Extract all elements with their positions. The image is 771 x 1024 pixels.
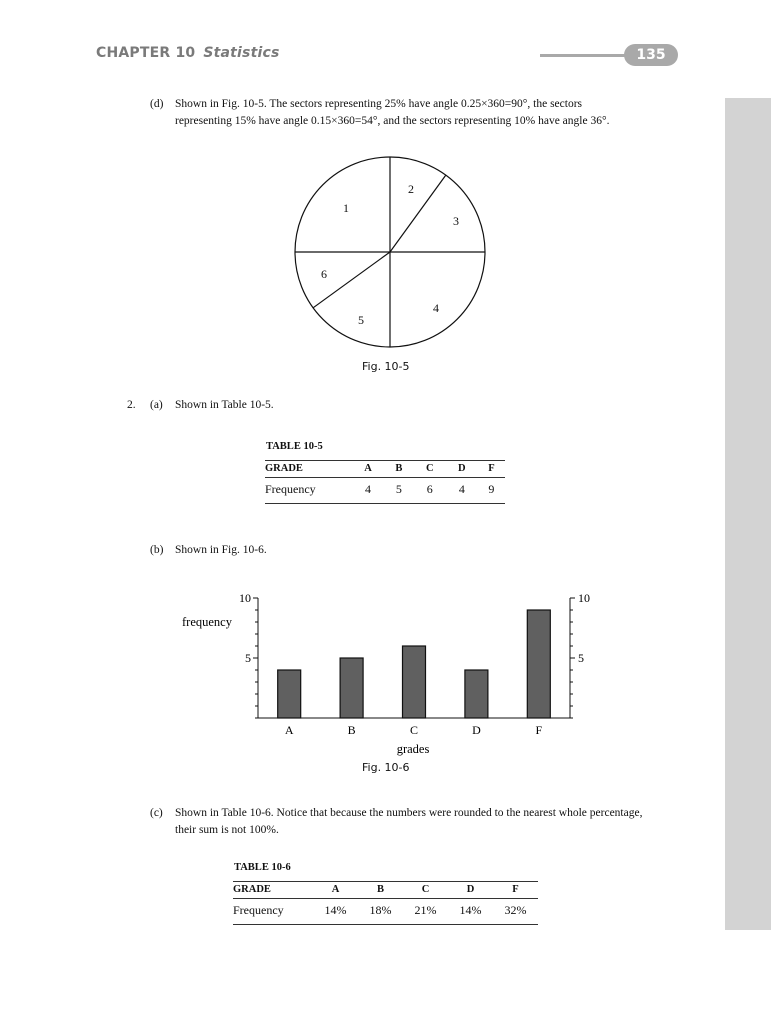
table-header-cell: A [331, 884, 340, 895]
table-header-cell: C [421, 884, 430, 895]
part-c-line-1: Shown in Table 10-6. Notice that because the numbers were rounded to the nearest whole percentage, [175, 807, 643, 819]
part-b-label: (b) [150, 544, 164, 556]
margin-sidebar [725, 98, 771, 930]
sector-label-5: 5 [358, 313, 364, 327]
header-rule [540, 54, 632, 57]
table-header-cell: A [364, 463, 372, 474]
part-d-label: (d) [150, 98, 164, 110]
chapter-label: CHAPTER 10 [96, 45, 196, 61]
table-10-5 [265, 460, 505, 504]
sector-label-6: 6 [321, 267, 327, 281]
part-d-line-1: Shown in Fig. 10-5. The sectors representing 25% have angle 0.25×360=90°, the sectors [175, 98, 583, 110]
part-a-text: Shown in Table 10-5. [175, 399, 274, 411]
table-header-row [265, 461, 505, 478]
pie-chart-fig-10-5 [290, 152, 490, 352]
x-tick-label-c: C [409, 723, 419, 737]
table-header-cell: D [458, 463, 466, 474]
table-header-cell: B [376, 884, 384, 895]
bar-chart-fig-10-6 [170, 585, 610, 775]
sector-label-3: 3 [453, 214, 459, 228]
x-tick-label-d: D [472, 723, 481, 737]
bar-c [403, 646, 426, 718]
table-header-cell: F [488, 463, 495, 474]
running-header [96, 45, 280, 61]
part-c-line-2: their sum is not 100%. [175, 824, 279, 836]
table-cell: 9 [488, 482, 495, 496]
bar-f [527, 610, 550, 718]
part-c-label: (c) [150, 807, 163, 819]
y-tick-label-right: 5 [578, 651, 584, 665]
table-header-cell: C [425, 463, 434, 474]
table-cell: Frequency [265, 482, 316, 496]
table-header-row [233, 882, 538, 899]
part-d-text [175, 96, 695, 130]
x-axis-label: grades [396, 742, 430, 756]
table-header-cell: GRADE [265, 463, 303, 474]
page-number: 135 [624, 44, 678, 66]
table-header-cell: F [512, 884, 519, 895]
table-header-cell: B [395, 463, 403, 474]
part-a-label: (a) [150, 399, 163, 411]
problem-2-number: 2. [127, 399, 136, 411]
table-cell: 14% [459, 903, 482, 917]
part-b-text: Shown in Fig. 10-6. [175, 544, 267, 556]
bar-d [465, 670, 488, 718]
y-axis-label: frequency [182, 615, 232, 629]
sector-label-4: 4 [433, 301, 439, 315]
chapter-title: Statistics [203, 45, 280, 61]
fig-10-5-caption: Fig. 10-5 [362, 360, 410, 373]
table-10-6-title: TABLE 10-6 [234, 862, 291, 873]
table-10-6 [233, 881, 538, 925]
table-row [265, 478, 505, 504]
table-cell: 4 [365, 482, 372, 496]
table-cell: 21% [414, 903, 437, 917]
table-cell: 6 [426, 482, 433, 496]
sector-label-1: 1 [343, 201, 349, 215]
table-cell: 32% [504, 903, 527, 917]
table-cell: 5 [395, 482, 402, 496]
table-10-5-title: TABLE 10-5 [266, 441, 323, 452]
table-cell: Frequency [233, 903, 284, 917]
table-cell: 4 [458, 482, 465, 496]
bar-b [340, 658, 363, 718]
y-tick-label-left: 5 [245, 651, 251, 665]
bar-a [278, 670, 301, 718]
part-d-line-2: representing 15% have angle 0.15×360=54°, and the sectors representing 10% have angle 36°. [175, 115, 610, 127]
x-tick-label-b: B [347, 723, 356, 737]
table-header-cell: D [466, 884, 475, 895]
y-tick-label-left: 10 [239, 591, 251, 605]
sector-label-2: 2 [408, 182, 414, 196]
y-tick-label-right: 10 [578, 591, 590, 605]
pie-divider-2-3 [390, 175, 446, 252]
table-cell: 18% [369, 903, 392, 917]
x-tick-label-f: F [535, 723, 543, 737]
fig-10-6-caption: Fig. 10-6 [362, 761, 410, 774]
table-row [233, 899, 538, 925]
table-header-cell: GRADE [233, 884, 271, 895]
part-c-text [175, 805, 705, 839]
table-cell: 14% [324, 903, 347, 917]
x-tick-label-a: A [284, 723, 294, 737]
